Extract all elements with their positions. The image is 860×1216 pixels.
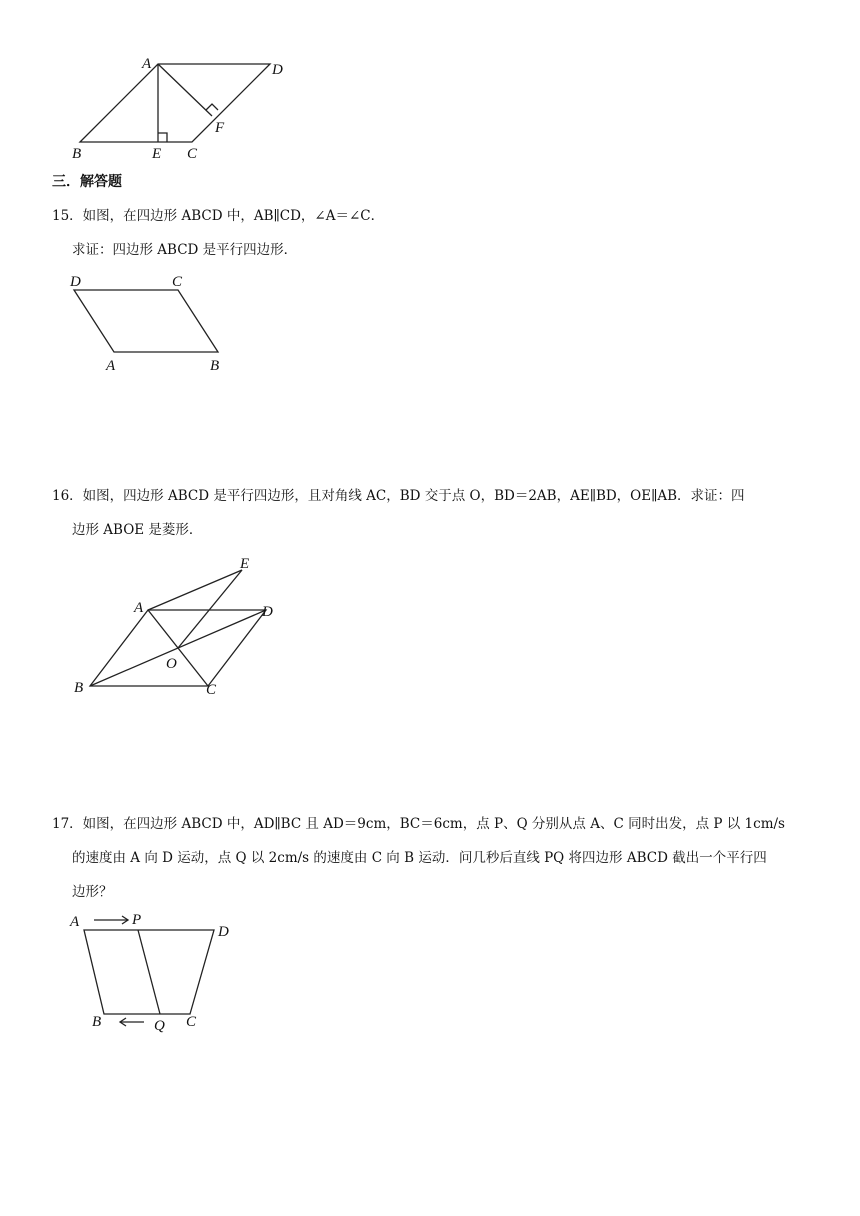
q17-line2: 的速度由 A 向 D 运动，点 Q 以 2cm/s 的速度由 C 向 B 运动．问几秒后直线 PQ 将四边形 ABCD 截出一个平行四 [72, 850, 767, 866]
parallelogram-abcd [80, 64, 270, 142]
label-e: E [240, 556, 250, 572]
label-q: Q [154, 1018, 165, 1034]
label-b: B [74, 680, 84, 696]
q16-line2: 边形 ABOE 是菱形． [72, 522, 203, 538]
label-a: A [134, 600, 144, 616]
label-f: F [215, 120, 225, 136]
q16-line1: 16．如图，四边形 ABCD 是平行四边形，且对角线 AC，BD 交于点 O，BD＝2AB，AE∥BD，OE∥AB．求证：四 [52, 488, 745, 504]
q15-line1: 15．如图，在四边形 ABCD 中，AB∥CD，∠A＝∠C． [52, 208, 385, 224]
altitude-af [158, 64, 212, 116]
figure-q15-parallelogram [60, 272, 240, 382]
label-b: B [72, 146, 82, 162]
label-c: C [172, 274, 183, 290]
parallelogram-dcba [74, 290, 218, 352]
q17-line1: 17．如图，在四边形 ABCD 中，AD∥BC 且 AD＝9cm，BC＝6cm，点 P、Q 分别从点 A、C 同时出发，点 P 以 1cm/s [52, 816, 785, 832]
label-a: A [142, 56, 152, 72]
right-angle-mark-f [206, 104, 218, 110]
section-heading: 三．解答题 [52, 174, 122, 190]
right-angle-mark-e [158, 133, 167, 142]
segment-ae [148, 570, 242, 610]
label-c: C [186, 1014, 197, 1030]
label-c: C [206, 682, 217, 698]
label-d: D [262, 604, 273, 620]
label-c: C [187, 146, 198, 162]
label-d: D [70, 274, 81, 290]
figure-top-parallelogram [60, 50, 300, 170]
figure-q17-trapezoid [60, 906, 260, 1036]
segment-oe [178, 570, 242, 648]
label-p: P [132, 912, 142, 928]
label-b: B [210, 358, 220, 374]
figure-q16-rhombus [60, 552, 300, 702]
segment-pq [138, 930, 160, 1014]
label-o: O [166, 656, 177, 672]
label-a: A [106, 358, 116, 374]
label-d: D [218, 924, 229, 940]
label-d: D [272, 62, 283, 78]
label-e: E [152, 146, 162, 162]
label-a: A [70, 914, 80, 930]
q15-line2: 求证：四边形 ABCD 是平行四边形． [72, 242, 298, 258]
label-b: B [92, 1014, 102, 1030]
q17-line3: 边形？ [72, 884, 113, 900]
